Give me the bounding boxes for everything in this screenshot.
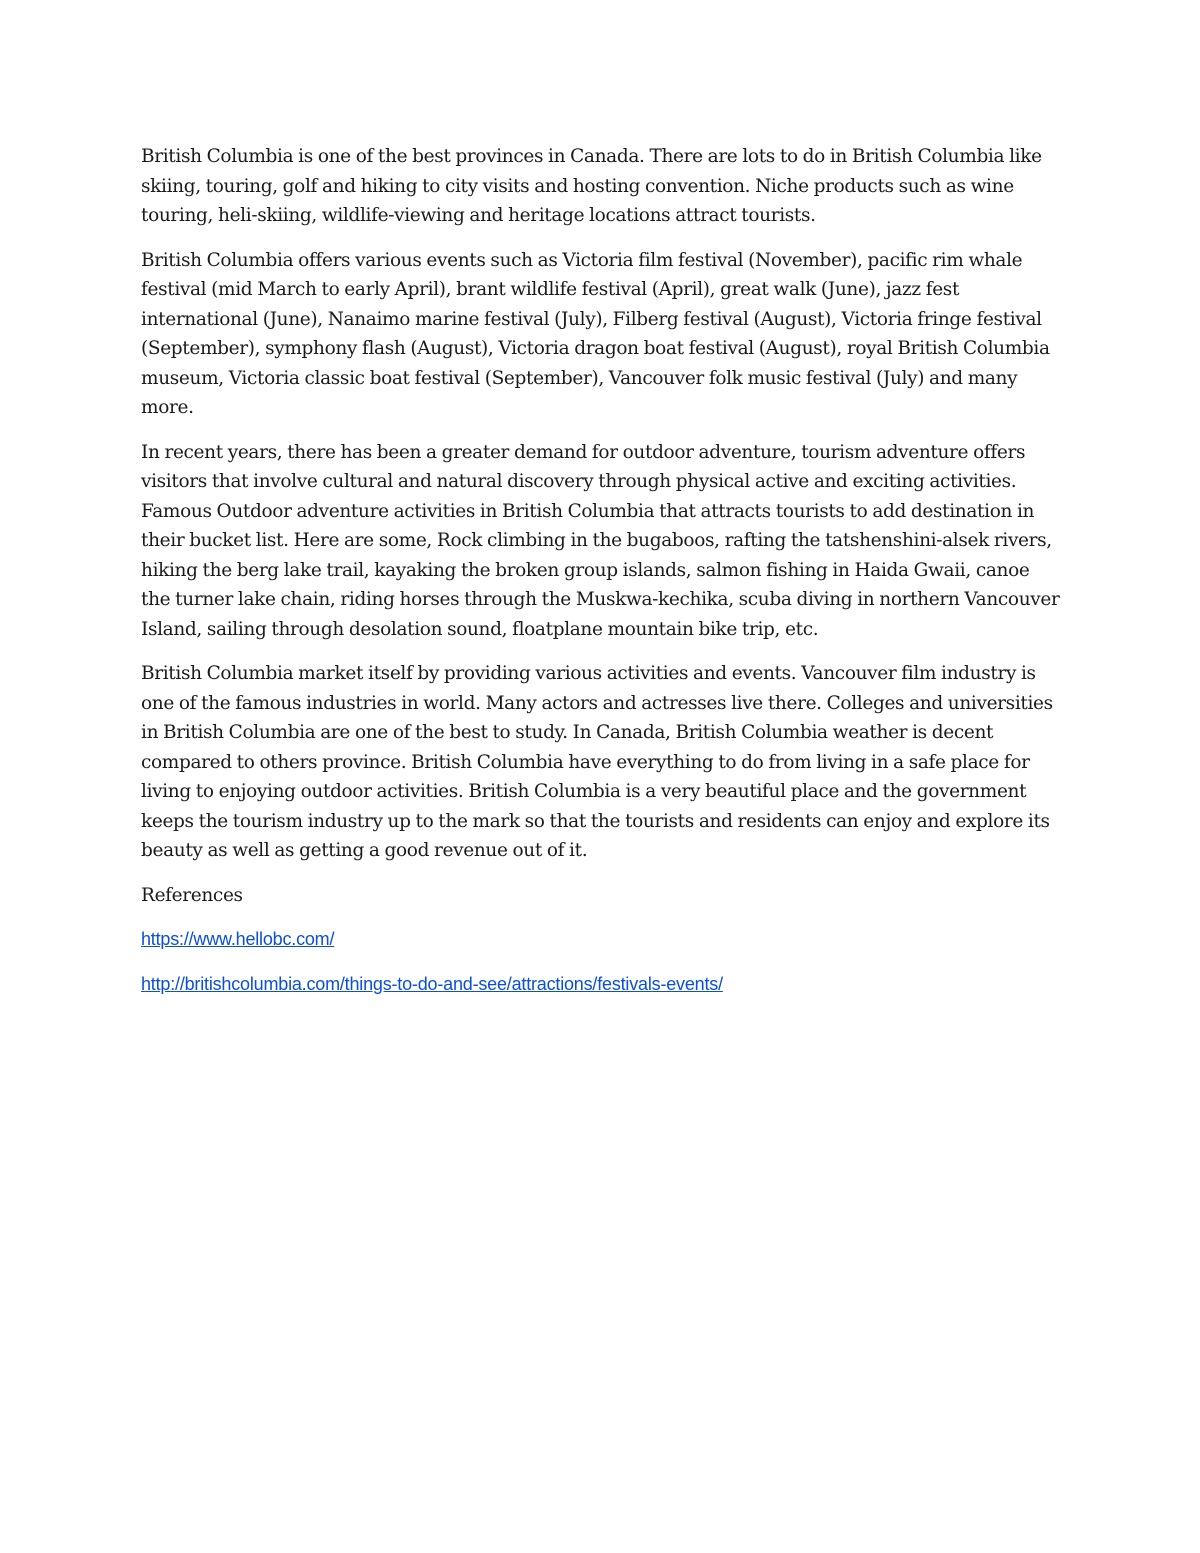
- paragraph-adventure: In recent years, there has been a greater demand for outdoor adventure, tourism adventure offers visitors that involve cultural and natural discovery through physical active and exciting activities. Famous Outdoor adventure activities in British Columbia that attracts tourists to add destination in their bucket list. Here are some, Rock climbing in the bugaboos, rafting the tatshenshini-alsek rivers, hiking the berg lake trail, kayaking the broken group islands, salmon fishing in Haida Gwaii, canoe the turner lake chain, riding horses through the Muskwa-kechika, scuba diving in northern Vancouver Island, sailing through desolation sound, floatplane mountain bike trip, etc.: [141, 441, 1060, 640]
- paragraph-events: British Columbia offers various events such as Victoria film festival (November), pacific rim whale festival (mid March to early April), brant wildlife festival (April), great walk (June), jazz fest international (June), Nanaimo marine festival (July), Filberg festival (August), Victoria fringe festival (September), symphony flash (August), Victoria dragon boat festival (August), royal British Columbia museum, Victoria classic boat festival (September), Vancouver folk music festival (July) and many more.: [141, 249, 1050, 418]
- references-heading: References: [141, 884, 243, 906]
- reference-link-britishcolumbia[interactable]: http://britishcolumbia.com/things-to-do-and-see/attractions/festivals-events/: [141, 973, 723, 994]
- reference-link-hellobc[interactable]: https://www.hellobc.com/: [141, 929, 335, 949]
- paragraph-intro: British Columbia is one of the best provinces in Canada. There are lots to do in British Columbia like skiing, touring, golf and hiking to city visits and hosting convention. Niche products such as wine touring, heli-skiing, wildlife-viewing and heritage locations attract tourists.: [141, 146, 1042, 226]
- document-body: [141, 142, 1063, 1014]
- paragraph-marketing: British Columbia market itself by providing various activities and events. Vancouver film industry is one of the famous industries in world. Many actors and actresses live there. Colleges and universities in British Columbia are one of the best to study. In Canada, British Columbia weather is decent compared to others province. British Columbia have everything to do from living in a safe place for living to enjoying outdoor activities. British Columbia is a very beautiful place and the government keeps the tourism industry up to the mark so that the tourists and residents can enjoy and explore its beauty as well as getting a good revenue out of it.: [141, 663, 1053, 861]
